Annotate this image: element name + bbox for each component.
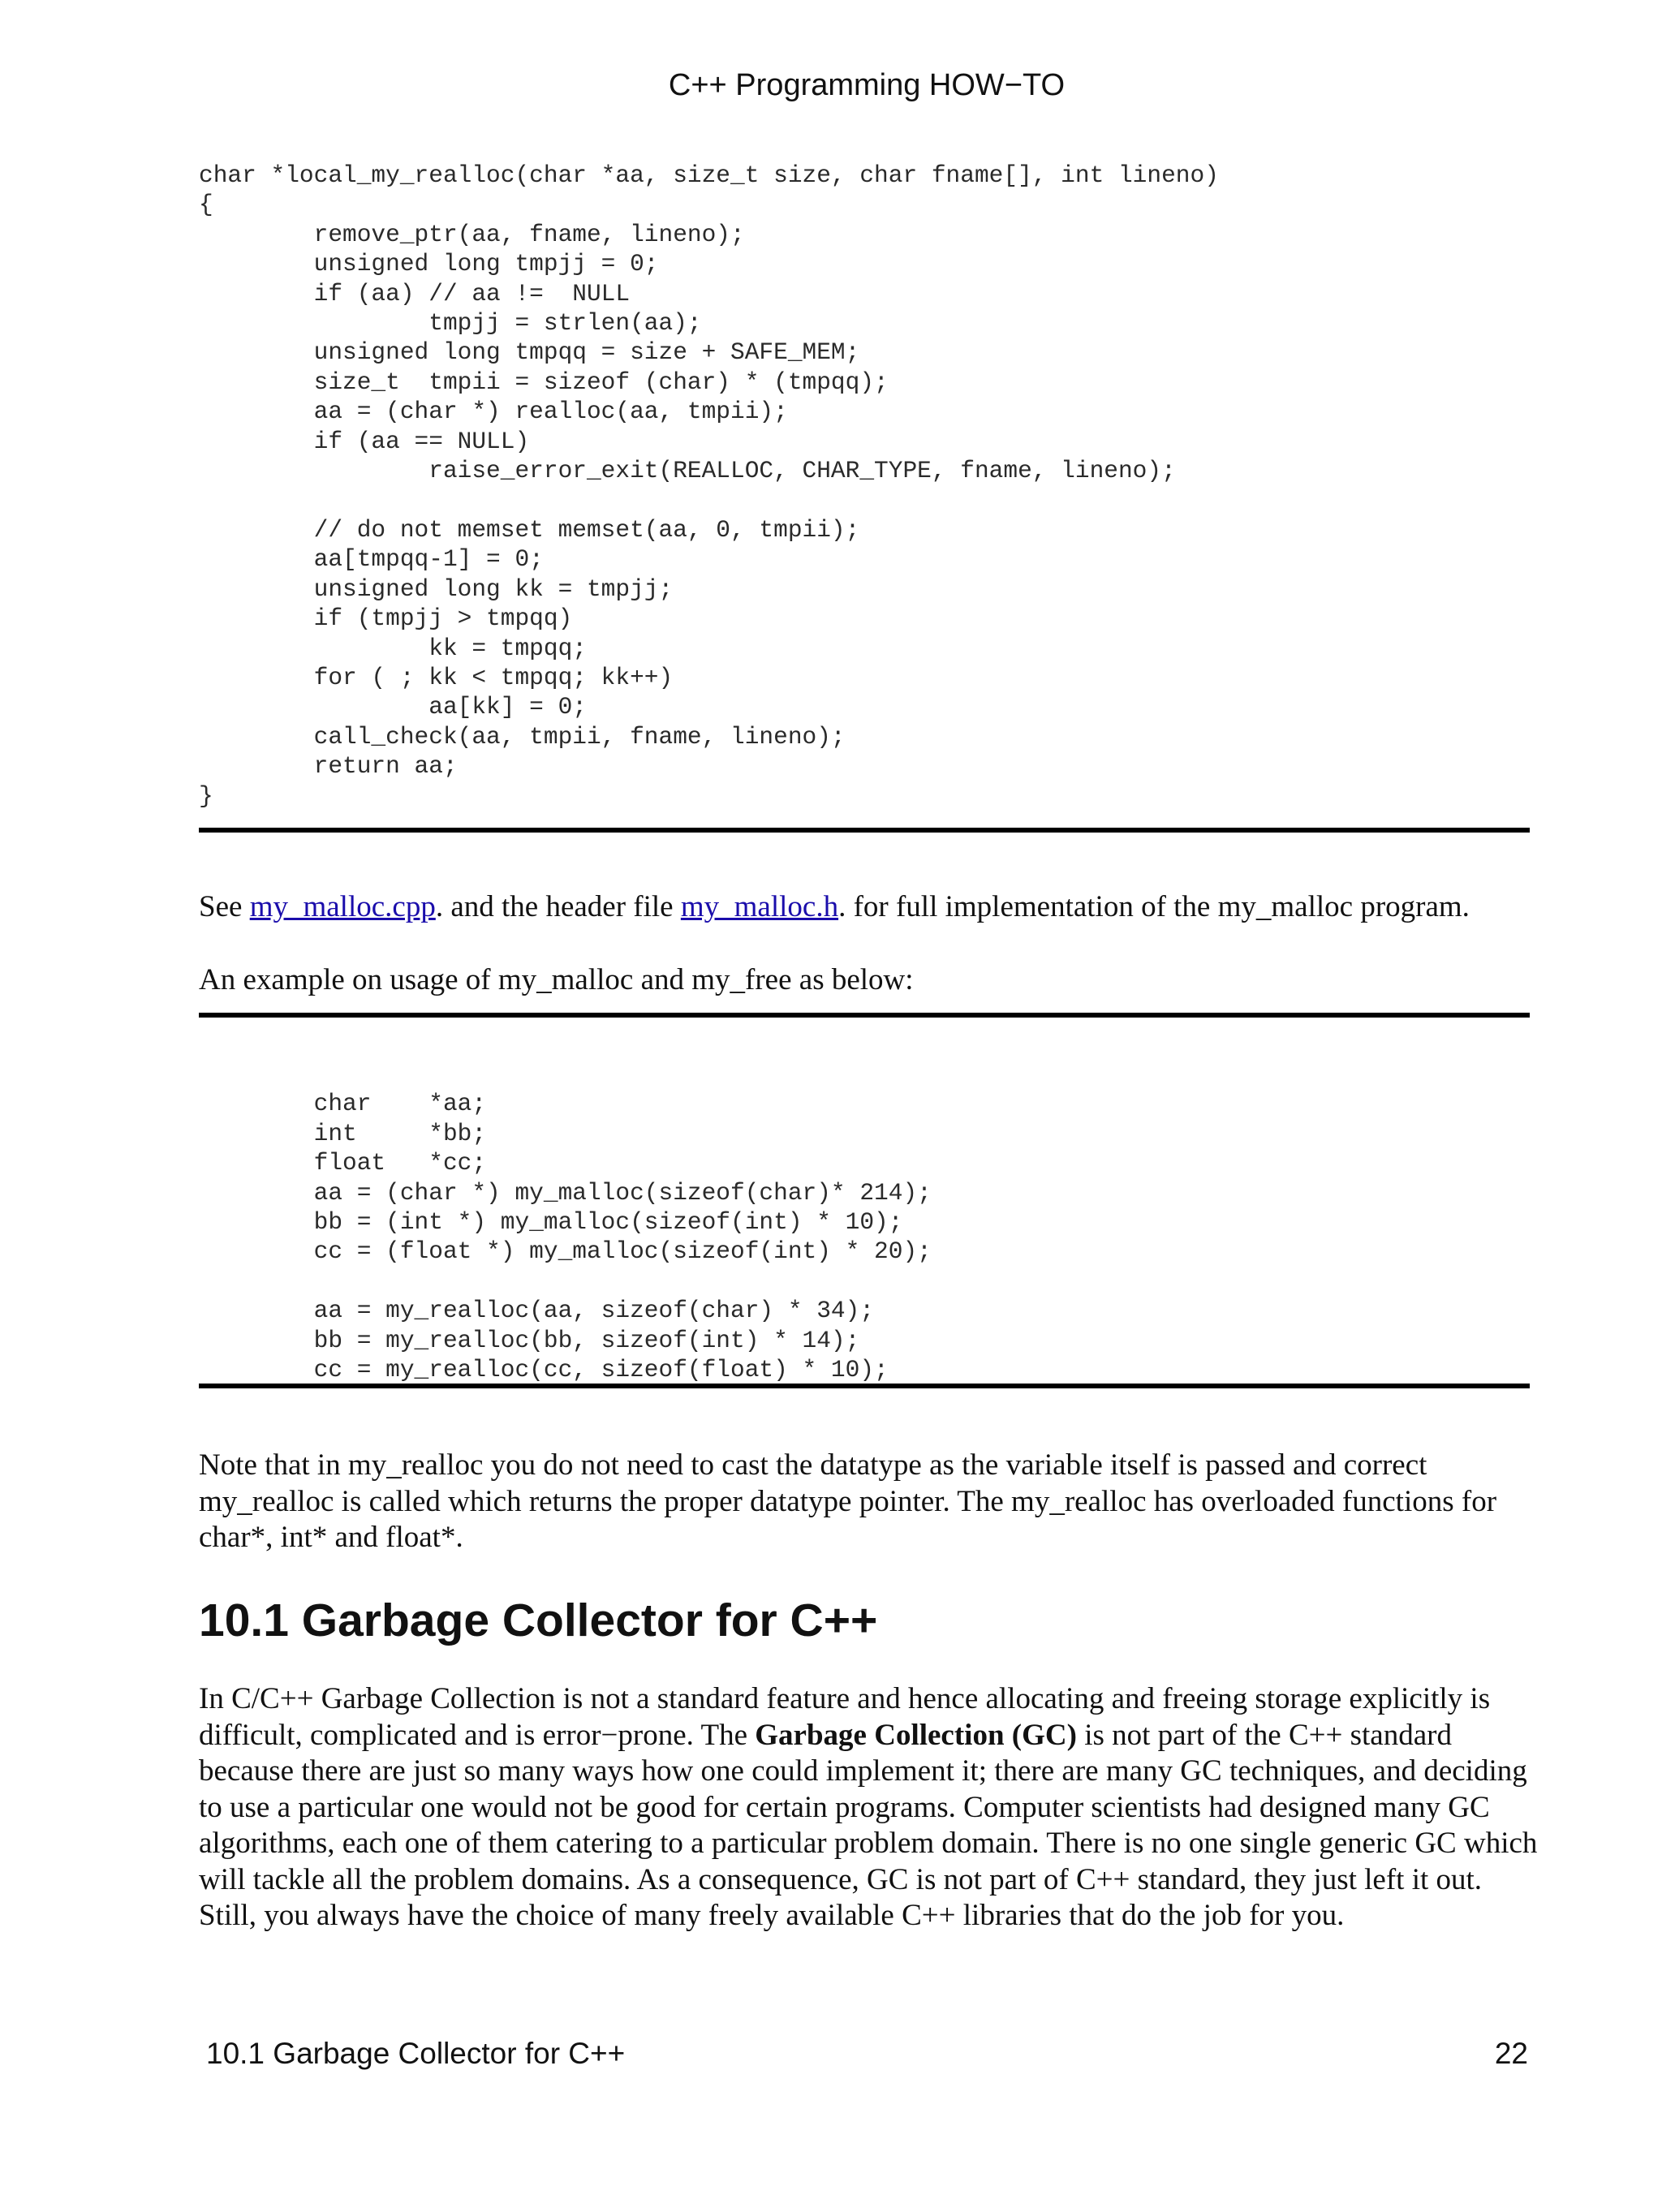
code-line: bb = (int *) my_malloc(sizeof(int) * 10); <box>199 1208 903 1237</box>
code-line: char *local_my_realloc(char *aa, size_t size, char fname[], int lineno) <box>199 161 1219 189</box>
code-line: aa = my_realloc(aa, sizeof(char) * 34); <box>199 1297 875 1325</box>
code-line: } <box>199 781 213 810</box>
section-heading: 10.1 Garbage Collector for C++ <box>199 1594 878 1646</box>
code-line: if (aa) // aa != NULL <box>199 279 631 308</box>
code-line: for ( ; kk < tmpqq; kk++) <box>199 663 674 691</box>
see-prefix: See <box>199 890 250 923</box>
code-line: aa[kk] = 0; <box>199 693 587 721</box>
code-line: unsigned long kk = tmpjj; <box>199 575 674 603</box>
horizontal-rule <box>199 828 1530 833</box>
code-line: call_check(aa, tmpii, fname, lineno); <box>199 722 846 751</box>
horizontal-rule <box>199 1384 1530 1388</box>
horizontal-rule <box>199 1013 1530 1018</box>
code-line: cc = my_realloc(cc, sizeof(float) * 10); <box>199 1356 889 1384</box>
code-line: { <box>199 191 213 219</box>
example-intro-paragraph: An example on usage of my_malloc and my_free as below: <box>199 963 914 996</box>
see-implementation-paragraph <box>199 889 1538 926</box>
code-line: return aa; <box>199 752 458 781</box>
gc-paragraph <box>199 1681 1538 1934</box>
see-middle: . and the header file <box>435 890 681 923</box>
code-line: remove_ptr(aa, fname, lineno); <box>199 220 745 248</box>
my-malloc-h-link[interactable]: my_malloc.h <box>680 890 839 923</box>
code-line: aa[tmpqq-1] = 0; <box>199 545 544 574</box>
gc-text-1: In C/C++ Garbage Collection is not a standard feature and hence allocating and freeing storage explicitly is difficult, complicated and is error−prone. The <box>199 1682 1491 1752</box>
code-line: raise_error_exit(REALLOC, CHAR_TYPE, fname, lineno); <box>199 457 1176 485</box>
code-line: aa = (char *) my_malloc(sizeof(char)* 214); <box>199 1178 932 1207</box>
note-paragraph: Note that in my_realloc you do not need to cast the datatype as the variable itself is passed and correct my_realloc is called which returns the proper datatype pointer. The my_realloc has overloaded functions for char*, int* and float*. <box>199 1448 1497 1554</box>
code-line: if (aa == NULL) <box>199 427 530 455</box>
code-line: unsigned long tmpqq = size + SAFE_MEM; <box>199 338 860 367</box>
see-suffix: . for full implementation of the my_malloc program. <box>838 890 1470 923</box>
footer-section-label: 10.1 Garbage Collector for C++ <box>206 2037 626 2070</box>
code-block-realloc <box>199 161 1219 811</box>
code-line: bb = my_realloc(bb, sizeof(int) * 14); <box>199 1326 860 1354</box>
my-malloc-cpp-link[interactable]: my_malloc.cpp <box>249 890 436 923</box>
gc-text-2: is not part of the C++ standard because there are just so many ways how one could implement it; there are many GC techniques, and deciding to use a particular one would not be good for certain programs. Computer scientists had designed many GC algorithms, each one of them catering to a particular problem domain. There is no one single generic GC which will tackle all the problem domains. As a consequence, GC is not part of C++ standard, they just left it out. Still, you always have the choice of many freely available C++ libraries that do the job for you. <box>199 1718 1538 1932</box>
code-line: tmpjj = strlen(aa); <box>199 309 702 338</box>
code-block-usage <box>199 1060 932 1384</box>
page-header: C++ Programming HOW−TO <box>668 68 1066 102</box>
code-line: int *bb; <box>199 1119 487 1147</box>
code-line: size_t tmpii = sizeof (char) * (tmpqq); <box>199 368 889 396</box>
footer-page-number: 22 <box>1494 2037 1528 2070</box>
code-line: char *aa; <box>199 1090 487 1118</box>
code-line: aa = (char *) realloc(aa, tmpii); <box>199 398 788 426</box>
code-line: unsigned long tmpjj = 0; <box>199 250 659 278</box>
code-line: kk = tmpqq; <box>199 634 587 662</box>
code-line: cc = (float *) my_malloc(sizeof(int) * 20); <box>199 1237 932 1266</box>
code-line: // do not memset memset(aa, 0, tmpii); <box>199 515 860 544</box>
gc-bold-term: Garbage Collection (GC) <box>755 1718 1077 1752</box>
code-line: float *cc; <box>199 1149 487 1177</box>
code-line: if (tmpjj > tmpqq) <box>199 605 573 633</box>
